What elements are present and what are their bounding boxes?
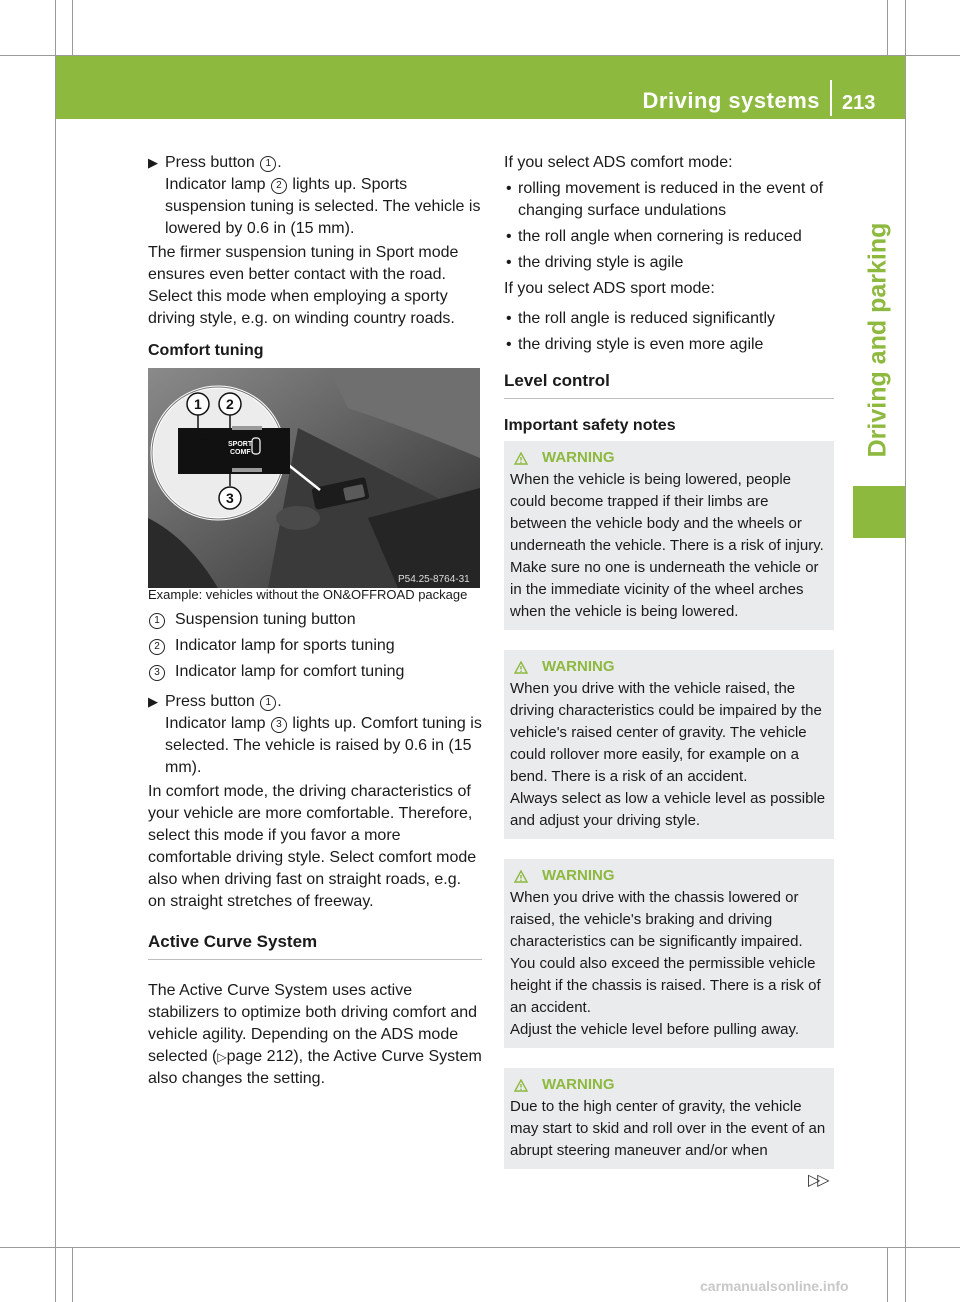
section-title: Driving systems [642,88,820,113]
legend-item: 1 Suspension tuning button [148,609,482,631]
crop-mark [55,0,56,1302]
crop-mark [905,0,906,1302]
image-comf-label: COMF [230,449,251,456]
image-code: P54.25-8764-31 [398,574,470,585]
callout-1-icon: 1 [260,695,276,711]
step-arrow-icon: ▶ [148,694,158,709]
page-ref-arrow-icon: ▷ [217,1050,227,1064]
step-arrow-icon: ▶ [148,155,158,170]
watermark-logo: carmanualsonline.info [700,1278,849,1294]
legend-item: 2 Indicator lamp for sports tuning [148,635,482,657]
image-caption: Example: vehicles without the ON&OFFROAD package [148,587,468,602]
paragraph: If you select ADS comfort mode: [504,154,733,171]
bullet-item: • rolling movement is reduced in the event of changing surface undulations [504,178,834,222]
callout-1-icon: 1 [149,613,165,629]
crop-mark [887,0,888,56]
right-column [504,152,834,1169]
crop-mark [887,1247,888,1302]
section-heading-active-curve: Active Curve System [148,931,482,960]
paragraph: In comfort mode, the driving characteristics of your vehicle are more comfortable. Therefore, select this mode if you favor a more comfortable driving style. Select comfort mode also when driving fast on straight roads, e.g. on straight stretches of freeway. [148,783,477,910]
bullet-item: • the roll angle is reduced significantly [504,308,834,330]
page-reference-link[interactable]: page 212 [226,1048,294,1065]
warning-header: WARNING [514,865,826,887]
legend-item: 3 Indicator lamp for comfort tuning [148,661,482,683]
instruction-step: ▶ Press button 1 . Indicator lamp 3 lights up. Comfort tuning is selected. The vehicle is raised by 0.6 in (15 mm). [148,693,482,776]
svg-text:2: 2 [226,396,234,412]
section-heading-level-control: Level control [504,370,834,399]
svg-text:1: 1 [194,396,202,412]
crop-mark [0,1247,960,1248]
side-tab-marker [853,486,905,538]
instruction-step: ▶ Press button 1 . Indicator lamp 2 lights up. Sports suspension tuning is selected. The vehicle is lowered by 0.6 in (15 mm). [148,154,481,237]
callout-1-icon: 1 [260,156,276,172]
warning-header: WARNING [514,656,826,678]
svg-text:3: 3 [226,490,234,506]
warning-triangle-icon [514,1079,528,1092]
bullet-item: • the roll angle when cornering is reduced [504,226,834,248]
crop-mark [72,1247,73,1302]
warning-box: WARNING When you drive with the vehicle raised, the driving characteristics could be impaired by the vehicle's raised center of gravity. The vehicle could rollover more easily, for example on a bend. There is a risk of an accident. Always select as low a vehicle level as possible and adjust your driving style. [504,650,834,839]
warning-triangle-icon [514,661,528,674]
crop-mark [72,0,73,56]
callout-2-icon: 2 [149,639,165,655]
warning-box: WARNING When you drive with the chassis lowered or raised, the vehicle's braking and driving characteristics can be significantly impaired. You could also exceed the permissible vehicle height if the chassis is raised. There is a risk of an accident. Adjust the vehicle level before pulling away. [504,859,834,1048]
bullet-item: • the driving style is even more agile [504,334,834,356]
left-column [148,152,482,1090]
warning-header: WARNING [514,1074,826,1096]
callout-2-icon: 2 [271,178,287,194]
callout-3-icon: 3 [149,665,165,681]
suspension-button-photo [148,368,480,588]
paragraph: The Active Curve System uses active stabilizers to optimize both driving comfort and vehicle agility. Depending on the ADS mode selected (▷page 212), the Active Curve System also changes the setting. [148,982,482,1087]
warning-triangle-icon [514,452,528,465]
paragraph: The firmer suspension tuning in Sport mode ensures even better contact with the road. Select this mode when employing a sporty driving style, e.g. on winding country roads. [148,244,459,327]
side-tab-label: Driving and parking [863,222,892,458]
paragraph: If you select ADS sport mode: [504,280,715,297]
page-number: 213 [842,92,876,114]
subheading-comfort-tuning: Comfort tuning [148,342,264,359]
callout-3-icon: 3 [271,717,287,733]
bullet-item: • the driving style is agile [504,252,834,274]
subheading-safety-notes: Important safety notes [504,417,676,434]
image-sport-label: SPORT [228,441,253,448]
warning-box: WARNING Due to the high center of gravity, the vehicle may start to skid and roll over in the event of an abrupt steering maneuver and/or when [504,1068,834,1169]
warning-box: WARNING When the vehicle is being lowered, people could become trapped if their limbs are between the vehicle body and the wheels or underneath the vehicle. There is a risk of injury. Make sure no one is underneath the vehicle or in the immediate vicinity of the wheel arches when the vehicle is being lowered. [504,441,834,630]
continued-icon: ▷▷ [808,1172,827,1189]
warning-header: WARNING [514,447,826,469]
header-divider [830,80,832,116]
warning-triangle-icon [514,870,528,883]
